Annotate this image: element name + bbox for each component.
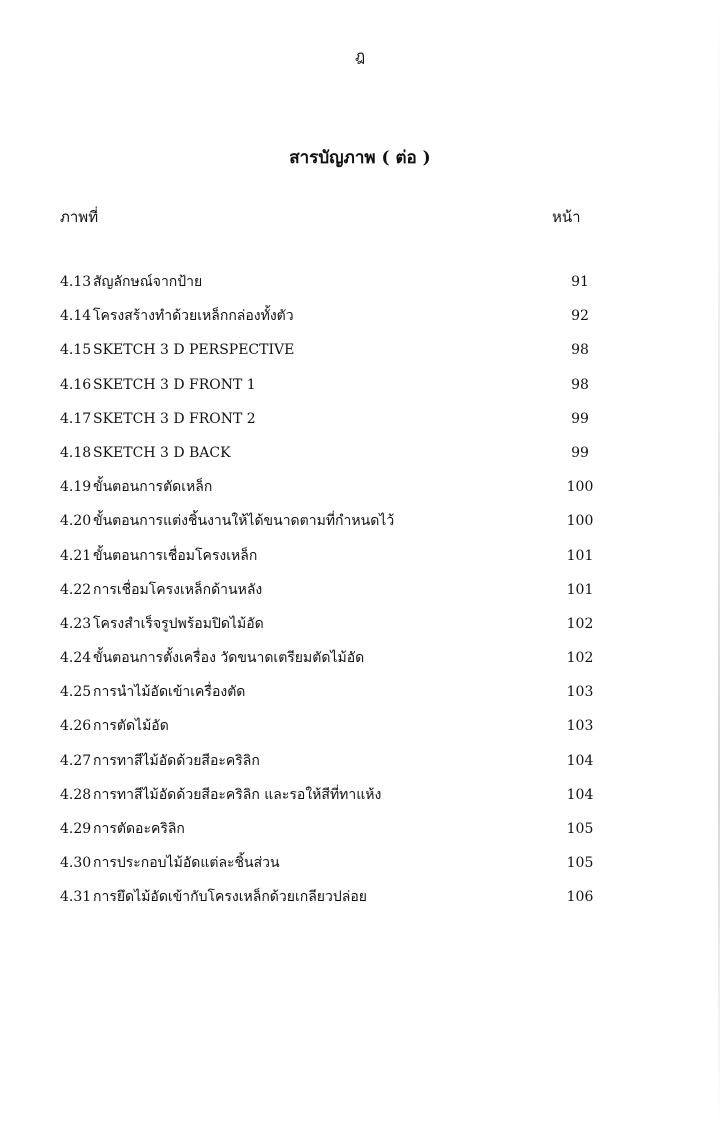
figure-list xyxy=(0,272,720,922)
list-item xyxy=(0,716,720,750)
page-number: ฎ xyxy=(354,47,366,65)
list-item xyxy=(0,751,720,785)
figure-page-number: 105 xyxy=(566,821,594,837)
figure-caption: การเชื่อมโครงเหล็กด้านหลัง xyxy=(93,581,263,598)
figure-caption: ขั้นตอนการเชื่อมโครงเหล็ก xyxy=(93,547,258,564)
figure-page-number: 99 xyxy=(571,444,589,461)
figure-caption: ขั้นตอนการแต่งชิ้นงานให้ได้ขนาดตามที่กำหนดไว้ xyxy=(93,513,395,530)
figure-number: 4.28 xyxy=(60,786,92,803)
list-item xyxy=(0,443,720,477)
list-item xyxy=(0,580,720,614)
figure-caption: ขั้นตอนการตั้งเครื่อง วัดขนาดเตรียมตัดไม้อัด xyxy=(93,650,365,667)
figure-number: 4.18 xyxy=(60,444,92,461)
figure-number: 4.25 xyxy=(60,684,92,701)
list-item xyxy=(0,682,720,716)
figure-number: 4.15 xyxy=(60,342,92,359)
figure-page-number: 91 xyxy=(571,274,589,290)
figure-page-number: 101 xyxy=(566,547,594,564)
list-item xyxy=(0,648,720,682)
figure-page-number: 98 xyxy=(571,376,589,393)
page-title: สารบัญภาพ ( ต่อ ) xyxy=(289,148,431,168)
figure-number: 4.14 xyxy=(60,308,92,325)
figure-caption: โครงสร้างทำด้วยเหล็กกล่องทั้งตัว xyxy=(93,308,294,325)
figure-number: 4.13 xyxy=(60,274,92,290)
list-item xyxy=(0,340,720,374)
figure-caption: การทาสีไม้อัดด้วยสีอะคริลิก และรอให้สีที่ทาแห้ง xyxy=(93,786,382,803)
figure-number: 4.26 xyxy=(60,718,92,735)
figure-number: 4.16 xyxy=(60,376,92,393)
list-item xyxy=(0,853,720,887)
figure-number: 4.24 xyxy=(60,650,92,667)
figure-caption: SKETCH 3 D BACK xyxy=(93,444,231,461)
figure-caption: การตัดไม้อัด xyxy=(93,718,169,735)
figure-caption: สัญลักษณ์จากป้าย xyxy=(93,274,203,290)
figure-caption: โครงสำเร็จรูปพร้อมปิดไม้อัด xyxy=(93,615,264,632)
figure-number: 4.19 xyxy=(60,479,92,496)
figure-page-number: 100 xyxy=(566,513,594,530)
figure-page-number: 106 xyxy=(566,889,594,906)
list-item xyxy=(0,511,720,545)
figure-caption: SKETCH 3 D FRONT 1 xyxy=(93,376,256,393)
figure-page-number: 103 xyxy=(566,684,594,701)
figure-caption: การยึดไม้อัดเข้ากับโครงเหล็กด้วยเกลียวปล่อย xyxy=(93,889,367,906)
list-item xyxy=(0,819,720,853)
figure-number: 4.27 xyxy=(60,752,92,769)
list-item xyxy=(0,375,720,409)
list-item xyxy=(0,614,720,648)
figure-number: 4.22 xyxy=(60,581,92,598)
figure-caption: SKETCH 3 D PERSPECTIVE xyxy=(93,342,295,359)
list-item xyxy=(0,477,720,511)
list-item xyxy=(0,887,720,921)
figure-caption: การนำไม้อัดเข้าเครื่องตัด xyxy=(93,684,246,701)
figure-number: 4.23 xyxy=(60,615,92,632)
figure-page-number: 102 xyxy=(566,615,594,632)
list-item xyxy=(0,546,720,580)
figure-number: 4.17 xyxy=(60,410,92,427)
figure-caption: การทาสีไม้อัดด้วยสีอะคริลิก xyxy=(93,752,260,769)
figure-number: 4.31 xyxy=(60,889,92,906)
figure-page-number: 102 xyxy=(566,650,594,667)
figure-page-number: 99 xyxy=(571,410,589,427)
list-item xyxy=(0,272,720,306)
figure-page-number: 103 xyxy=(566,718,594,735)
figure-page-number: 105 xyxy=(566,855,594,872)
list-item xyxy=(0,785,720,819)
figure-caption: การตัดอะคริลิก xyxy=(93,821,185,837)
figure-caption: SKETCH 3 D FRONT 2 xyxy=(93,410,256,427)
figure-page-number: 92 xyxy=(571,308,589,325)
figure-caption: ขั้นตอนการตัดเหล็ก xyxy=(93,479,213,496)
figure-page-number: 104 xyxy=(566,752,594,769)
figure-page-number: 101 xyxy=(566,581,594,598)
figure-page-number: 104 xyxy=(566,786,594,803)
column-header-figure: ภาพที่ xyxy=(60,208,99,226)
column-header-page: หน้า xyxy=(552,208,581,226)
figure-page-number: 100 xyxy=(566,479,594,496)
list-item xyxy=(0,409,720,443)
figure-page-number: 98 xyxy=(571,342,589,359)
figure-number: 4.30 xyxy=(60,855,92,872)
figure-caption: การประกอบไม้อัดแต่ละชิ้นส่วน xyxy=(93,855,280,872)
figure-number: 4.20 xyxy=(60,513,92,530)
figure-number: 4.21 xyxy=(60,547,92,564)
figure-number: 4.29 xyxy=(60,821,92,837)
list-item xyxy=(0,306,720,340)
